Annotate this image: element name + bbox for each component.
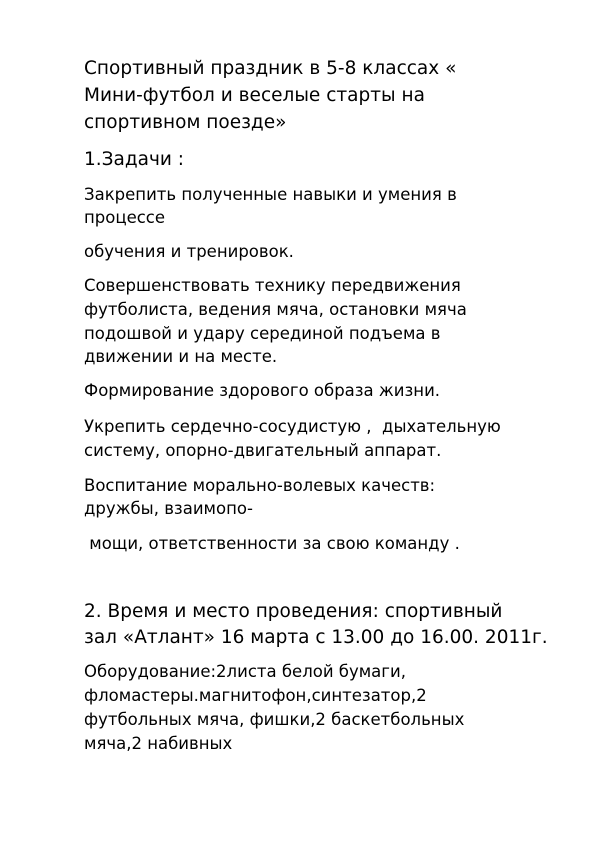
task-1-line-2: процессе xyxy=(84,208,166,227)
task-5-line-2: систему, опорно-двигательный аппарат. xyxy=(84,441,442,460)
task-7-line-1: мощи, ответственности за свою команду . xyxy=(84,534,460,553)
time-place-rest: : спортивный xyxy=(372,601,503,622)
equipment-line-2: фломастеры.магнитофон,синтезатор,2 xyxy=(84,686,427,705)
equipment-line-4: мяча,2 набивных xyxy=(84,734,233,753)
document-title-line-1: Спортивный праздник в 5-8 классах « xyxy=(84,58,457,79)
task-2-line-1: обучения и тренировок. xyxy=(84,242,294,261)
task-1-line-1: Закрепить полученные навыки и умения в xyxy=(84,185,457,204)
task-6-line-1: Воспитание морально-волевых качеств: xyxy=(84,476,436,495)
task-6-line-2: дружбы, взаимопо- xyxy=(84,499,253,518)
task-3-line-2: футболиста, ведения мяча, остановки мяча xyxy=(84,300,467,319)
time-place-label: 2. Время и место проведения xyxy=(84,601,373,622)
task-5-line-1: Укрепить сердечно-сосудистую , дыхательную xyxy=(84,417,501,436)
tasks-heading: 1.Задачи : xyxy=(84,149,185,170)
task-3-line-3: подошвой и удару серединой подъема в xyxy=(84,324,441,343)
document-title-line-3: спортивном поезде» xyxy=(84,112,287,133)
equipment-line-3: футбольных мяча, фишки,2 баскетбольных xyxy=(84,710,465,729)
task-3-line-1: Совершенствовать технику передвижения xyxy=(84,276,461,295)
task-4-line-1: Формирование здорового образа жизни. xyxy=(84,381,441,400)
time-place-line-2: зал «Атлант» 16 марта с 13.00 до 16.00. 2011г. xyxy=(84,627,548,648)
time-place-line-1 xyxy=(84,601,502,622)
equipment-line-1: Оборудование:2листа белой бумаги, xyxy=(84,662,406,681)
task-3-line-4: движении и на месте. xyxy=(84,347,278,366)
document-title-line-2: Мини-футбол и веселые старты на xyxy=(84,85,425,106)
